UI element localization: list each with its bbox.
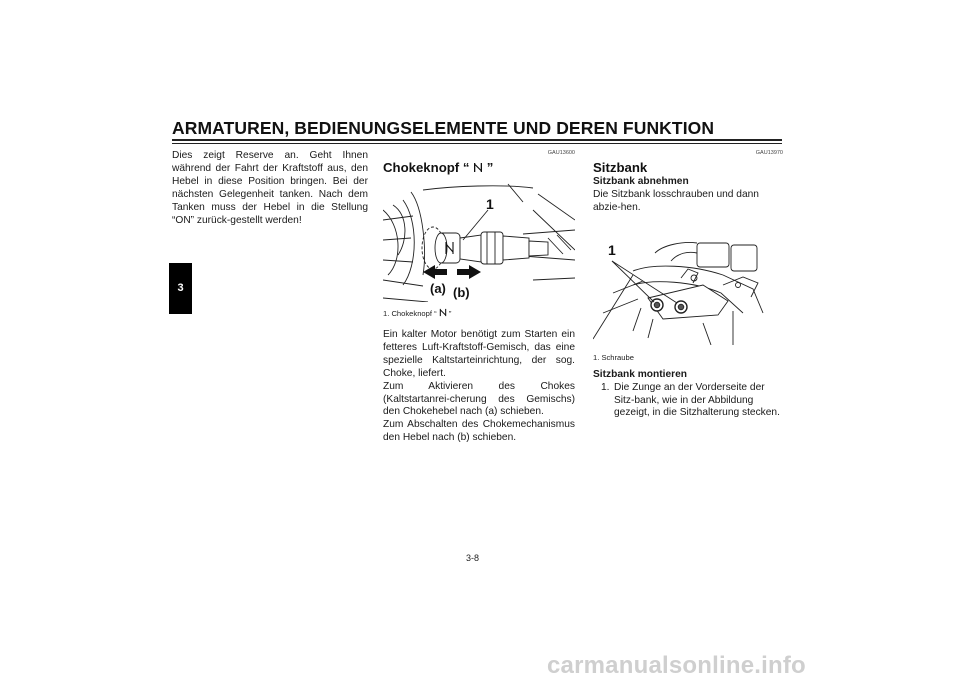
choke-heading-suffix: ”: [486, 160, 494, 175]
caption-choke-icon: [439, 308, 447, 317]
list-item: [593, 382, 783, 421]
choke-knob-figure: [383, 180, 575, 302]
choke-paragraph: Ein kalter Motor benötigt zum Starten ein fetteres Luft-Kraftstoff-Gemisch, das eine spezielle Kaltstarteinrichtung, der sog. Choke, liefert.: [383, 329, 575, 379]
choke-heading-prefix: Chokeknopf “: [383, 160, 470, 175]
seat-install-heading: Sitzbank montieren: [593, 368, 687, 380]
watermark: carmanualsonline.info: [547, 652, 806, 679]
title-rule-thin: [172, 143, 782, 144]
seat-heading: Sitzbank: [593, 160, 648, 175]
arrow-right-icon: [457, 265, 481, 279]
label-a: (a): [430, 281, 446, 296]
page-number: 3-8: [466, 553, 480, 563]
seat-caption: 1. Schraube: [593, 352, 634, 362]
fuel-reserve-paragraph: Dies zeigt Reserve an. Geht Ihnen während der Fahrt der Kraftstoff aus, den Hebel in diese Position bringen. Bei der nächsten Gelegenheit tanken. Nach dem Tanken muss der Hebel in die Stellung “ON” zurück-gestellt werden!: [172, 150, 368, 226]
left-column: [172, 150, 368, 227]
choke-paragraph: Zum Abschalten des Chokemechanismus den Hebel nach (b) schieben.: [383, 419, 575, 444]
arrow-left-icon: [423, 265, 447, 279]
choke-caption-suffix: ”: [448, 309, 452, 318]
page-title: ARMATUREN, BEDIENUNGSELEMENTE UND DEREN FUNKTION: [172, 118, 715, 138]
step-text: Die Zunge an der Vorderseite der Sitz-bank, wie in der Abbildung gezeigt, in die Sitzhalterung stecken.: [614, 381, 780, 419]
choke-paragraph: Zum Aktivieren des Chokes (Kaltstartanrei-cherung des Gemischs) den Chokehebel nach (a) schieben.: [383, 380, 575, 418]
seat-bolts-figure: [593, 223, 783, 345]
title-rule: [172, 139, 782, 141]
choke-caption-prefix: 1. Chokeknopf “: [383, 309, 437, 318]
choke-callout-label: 1: [486, 196, 494, 212]
step-number: 1.: [601, 381, 610, 393]
section-code: GAU13600: [547, 150, 575, 156]
label-b: (b): [453, 285, 470, 300]
choke-section: [383, 150, 575, 445]
choke-heading: [383, 160, 575, 176]
chapter-tab[interactable]: 3: [169, 263, 192, 314]
seat-remove-text: Die Sitzbank losschrauben und dann abzie-hen.: [593, 188, 759, 213]
choke-body: [383, 329, 575, 445]
seat-section: [593, 150, 783, 420]
seat-remove-heading: Sitzbank abnehmen: [593, 176, 689, 187]
section-code: GAU13970: [755, 150, 783, 156]
choke-icon: [473, 162, 483, 173]
choke-caption: [383, 308, 575, 319]
seat-callout-label: 1: [608, 241, 616, 258]
